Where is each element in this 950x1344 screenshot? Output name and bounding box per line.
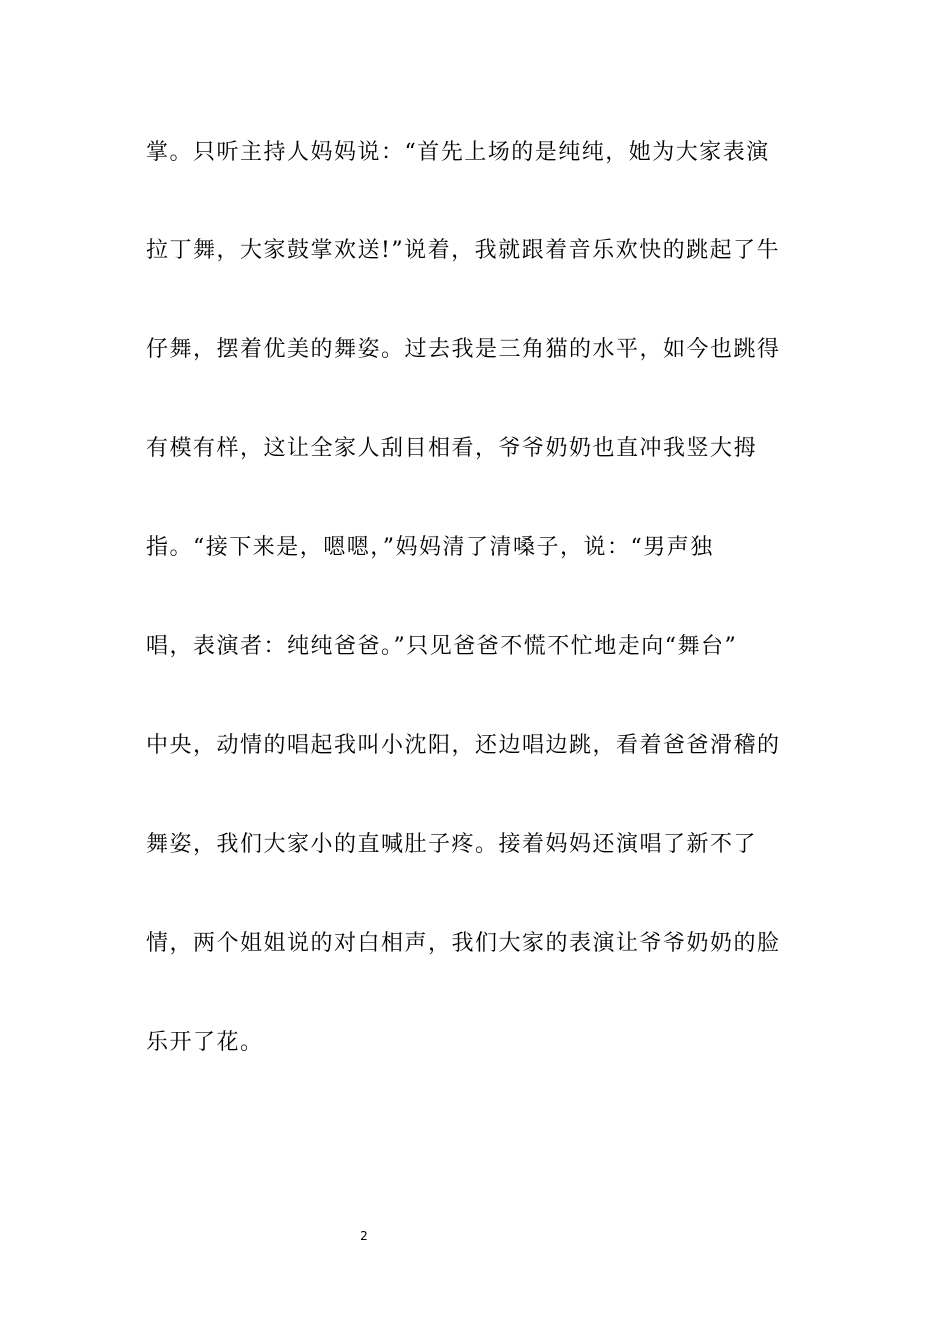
paragraph-line: 指。“接下来是，嗯嗯，”妈妈清了清嗓子，说：“男声独	[146, 535, 714, 560]
paragraph-line: 仔舞，摆着优美的舞姿。过去我是三角猫的水平，如今也跳得	[146, 337, 781, 362]
paragraph-line: 情，两个姐姐说的对白相声，我们大家的表演让爷爷奶奶的脸	[146, 931, 781, 956]
paragraph-line: 拉丁舞，大家鼓掌欢送!”说着，我就跟着音乐欢快的跳起了牛	[146, 238, 781, 263]
paragraph-line: 乐开了花。	[146, 1030, 264, 1055]
paragraph-line: 掌。只听主持人妈妈说：“首先上场的是纯纯，她为大家表演	[146, 140, 770, 165]
paragraph-line: 舞姿，我们大家小的直喊肚子疼。接着妈妈还演唱了新不了	[146, 832, 758, 857]
page-number: 2	[360, 1229, 368, 1243]
paragraph-line: 有模有样，这让全家人刮目相看，爷爷奶奶也直冲我竖大拇	[146, 436, 758, 461]
paragraph-line: 唱，表演者：纯纯爸爸。”只见爸爸不慌不忙地走向“舞台”	[146, 634, 738, 659]
paragraph-line: 中央，动情的唱起我叫小沈阳，还边唱边跳，看着爸爸滑稽的	[146, 733, 781, 758]
